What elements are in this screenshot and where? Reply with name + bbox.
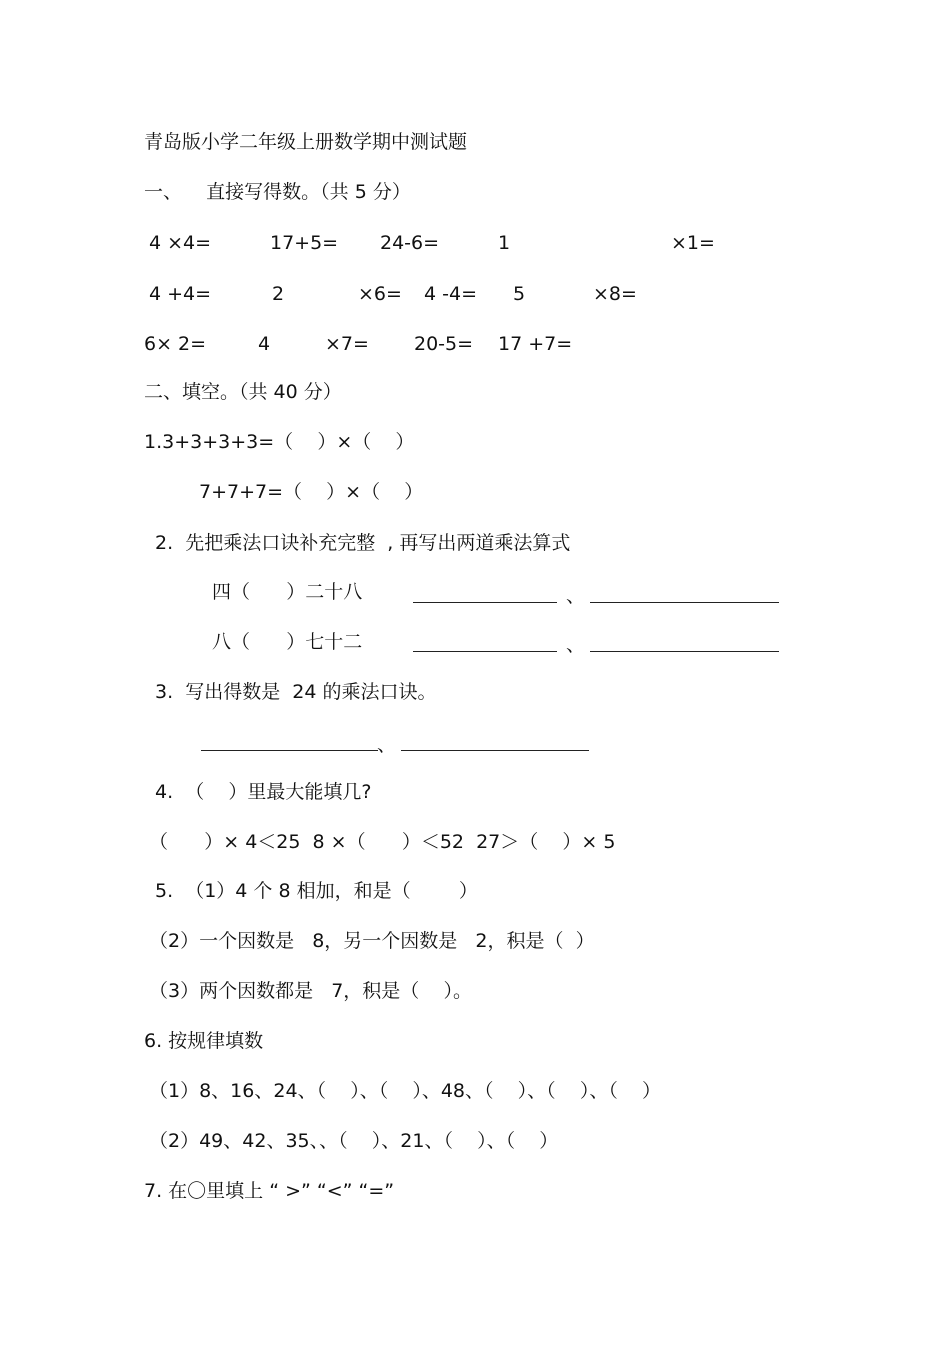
calc-item: 1 xyxy=(498,232,511,254)
question-1a: 1.3+3+3+3=（ ）×（ ） xyxy=(144,431,415,453)
calc-item: 20-5= xyxy=(414,333,474,355)
calc-item: 17 +7= xyxy=(498,333,573,355)
section1-heading: 一、 直接写得数。（共 5 分） xyxy=(144,181,411,203)
answer-line[interactable] xyxy=(590,651,779,652)
answer-line[interactable] xyxy=(401,750,589,751)
calc-item: 5 xyxy=(513,283,526,305)
question-6a: （1）8、16、24、（ ）、（ ）、48、（ ）、（ ）、（ ） xyxy=(149,1080,661,1102)
question-5a: 5. （1）4 个 8 相加，和是（ ） xyxy=(155,880,478,902)
page-title: 青岛版小学二年级上册数学期中测试题 xyxy=(144,131,468,153)
question-2b-rhyme: 八（ ）七十二 xyxy=(212,631,363,653)
question-6: 6. 按规律填数 xyxy=(144,1030,264,1052)
section2-heading: 二、填空。（共 40 分） xyxy=(144,381,342,403)
question-5c: （3）两个因数都是 7，积是（ ）。 xyxy=(149,980,472,1002)
calc-item: 4 xyxy=(258,333,271,355)
calc-item: ×1= xyxy=(671,232,715,254)
separator: 、 xyxy=(377,734,397,756)
question-6b: （2）49、42、35、、（ ）、21、（ ）、（ ） xyxy=(149,1130,559,1152)
separator: 、 xyxy=(566,634,586,656)
calc-item: ×6= xyxy=(358,283,402,305)
question-3: 3. 写出得数是 24 的乘法口诀。 xyxy=(155,681,437,703)
question-1b: 7+7+7=（ ）×（ ） xyxy=(199,481,424,503)
calc-item: ×8= xyxy=(593,283,637,305)
answer-line[interactable] xyxy=(413,602,557,603)
question-4: 4. （ ）里最大能填几? xyxy=(155,781,372,803)
question-5b: （2）一个因数是 8，另一个因数是 2，积是（ ） xyxy=(149,930,595,952)
calc-item: 4 +4= xyxy=(149,283,212,305)
calc-item: 4 ×4= xyxy=(149,232,212,254)
separator: 、 xyxy=(566,585,586,607)
question-2a-rhyme: 四（ ）二十八 xyxy=(212,581,363,603)
calc-item: 24-6= xyxy=(380,232,440,254)
question-7: 7. 在〇里填上 “ >” “<” “=” xyxy=(144,1180,395,1202)
calc-item: 17+5= xyxy=(270,232,339,254)
calc-item: 4 -4= xyxy=(424,283,477,305)
calc-item: 6× 2= xyxy=(144,333,207,355)
answer-line[interactable] xyxy=(413,651,557,652)
answer-line[interactable] xyxy=(201,750,378,751)
question-4-row: （ ）× 4＜25 8 ×（ ）＜52 27＞（ ）× 5 xyxy=(149,831,616,853)
calc-item: ×7= xyxy=(325,333,369,355)
calc-item: 2 xyxy=(272,283,285,305)
question-2: 2. 先把乘法口诀补充完整 , 再写出两道乘法算式 xyxy=(155,532,571,554)
answer-line[interactable] xyxy=(590,602,779,603)
